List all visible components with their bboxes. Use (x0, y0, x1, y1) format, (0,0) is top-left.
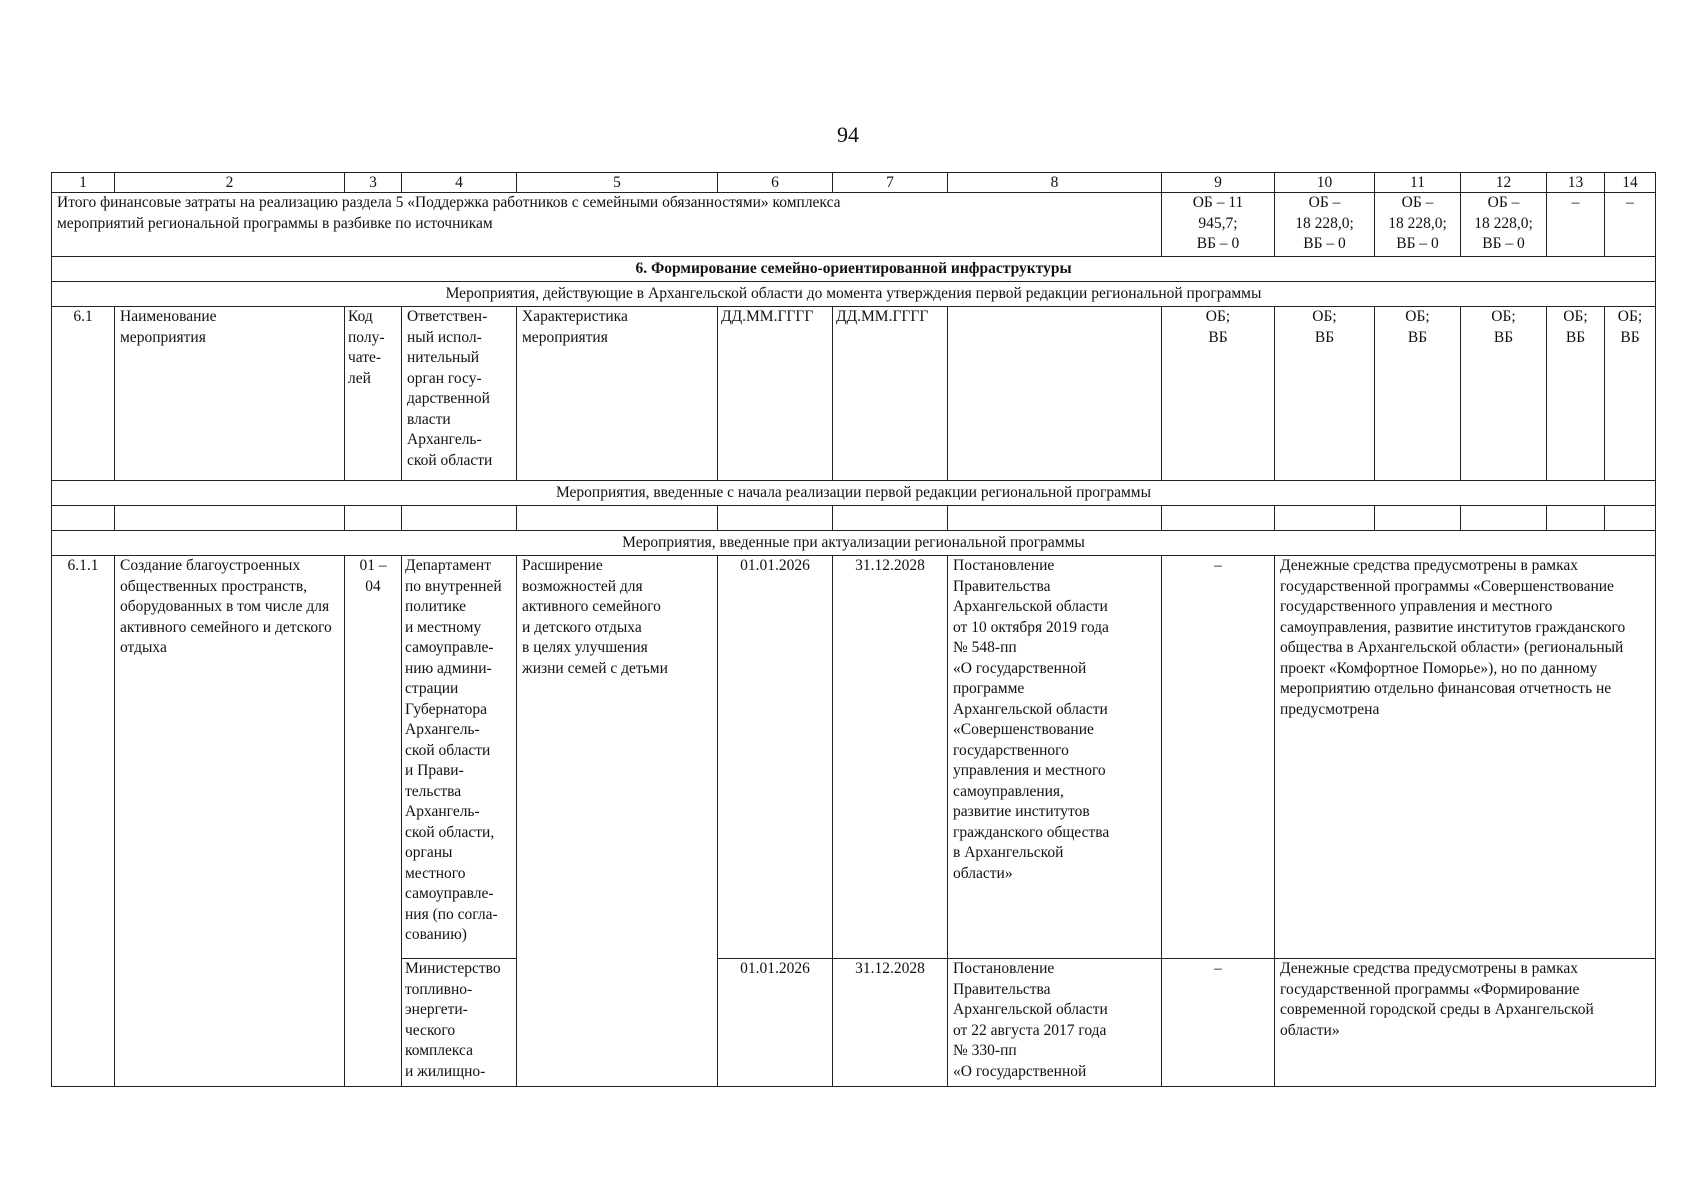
section-title-row (52, 257, 1656, 282)
template-c9: ОБ; ВБ (1162, 307, 1275, 481)
column-number-row (52, 173, 1656, 193)
total-c11: ОБ – 18 228,0; ВБ – 0 (1375, 193, 1461, 257)
template-name: Наименование мероприятия (115, 307, 345, 481)
total-c14: – (1605, 193, 1656, 257)
col-number-9: 9 (1162, 173, 1275, 193)
col-number-13: 13 (1547, 173, 1605, 193)
empty-cell (948, 506, 1162, 531)
template-c10: ОБ; ВБ (1275, 307, 1375, 481)
empty-cell (1375, 506, 1461, 531)
total-c13: – (1547, 193, 1605, 257)
total-c10: ОБ – 18 228,0; ВБ – 0 (1275, 193, 1375, 257)
page-number: 94 (837, 122, 859, 147)
total-c12: ОБ – 18 228,0; ВБ – 0 (1461, 193, 1547, 257)
template-end-date: ДД.ММ.ГГГГ (833, 307, 948, 481)
subsection-existing: Мероприятия, действующие в Архангельской области до момента утверждения первой редакции региональной программы (52, 282, 1656, 307)
subsection-updated-row (52, 531, 1656, 556)
col-number-14: 14 (1605, 173, 1656, 193)
measure-start-date-2: 01.01.2026 (718, 959, 833, 1087)
empty-cell (718, 506, 833, 531)
empty-cell (833, 506, 948, 531)
template-start-date: ДД.ММ.ГГГГ (718, 307, 833, 481)
measure-funding-2: – (1162, 959, 1275, 1087)
subsection-updated: Мероприятия, введенные при актуализации региональной программы (52, 531, 1656, 556)
empty-cell (1547, 506, 1605, 531)
template-c11: ОБ; ВБ (1375, 307, 1461, 481)
template-c13: ОБ; ВБ (1547, 307, 1605, 481)
empty-cell (1605, 506, 1656, 531)
measure-code: 01 – 04 (345, 556, 402, 1087)
subsection-introduced-row (52, 481, 1656, 506)
total-c9: ОБ – 11 945,7; ВБ – 0 (1162, 193, 1275, 257)
col-number-5: 5 (517, 173, 718, 193)
measure-note-1: Денежные средства предусмотрены в рамках государственной программы «Совершенствование государственного управления и местного самоуправления, развитие институтов гражданского общества в Архангельской области» (региональный проект «Комфортное Поморье»), но по данному мероприятию отдельно финансовая отчетность не предусмотрена (1275, 556, 1656, 959)
empty-cell (517, 506, 718, 531)
empty-row (52, 506, 1656, 531)
subsection-existing-row (52, 282, 1656, 307)
col-number-11: 11 (1375, 173, 1461, 193)
total-row (52, 193, 1656, 257)
measure-end-date-1: 31.12.2028 (833, 556, 948, 959)
subsection-introduced: Мероприятия, введенные с начала реализации первой редакции региональной программы (52, 481, 1656, 506)
col-number-12: 12 (1461, 173, 1547, 193)
template-code: Код полу- чате- лей (345, 307, 402, 481)
measure-name: Создание благоустроенных общественных пространств, оборудованных в том числе для активного семейного и детского отдыха (115, 556, 345, 1087)
template-num: 6.1 (52, 307, 115, 481)
col-number-1: 1 (52, 173, 115, 193)
measure-row-1 (52, 556, 1656, 959)
col-number-10: 10 (1275, 173, 1375, 193)
program-table (51, 172, 1656, 1087)
measure-basis-2: Постановление Правительства Архангельской области от 22 августа 2017 года № 330-пп «О государственной (948, 959, 1162, 1087)
col-number-2: 2 (115, 173, 345, 193)
empty-cell (52, 506, 115, 531)
measure-start-date-1: 01.01.2026 (718, 556, 833, 959)
section-title: 6. Формирование семейно-ориентированной инфраструктуры (52, 257, 1656, 282)
empty-cell (345, 506, 402, 531)
measure-note-2: Денежные средства предусмотрены в рамках государственной программы «Формирование современной городской среды в Архангельской области» (1275, 959, 1656, 1087)
col-number-3: 3 (345, 173, 402, 193)
measure-num: 6.1.1 (52, 556, 115, 1087)
template-c12: ОБ; ВБ (1461, 307, 1547, 481)
template-characteristic: Характеристика мероприятия (517, 307, 718, 481)
measure-basis-1: Постановление Правительства Архангельской области от 10 октября 2019 года № 548-пп «О государственной программе Архангельской области «Совершенствование государственного управления и местного самоуправления, развитие институтов гражданского общества в Архангельской области» (948, 556, 1162, 959)
measure-executor-2: Министерство топливно- энергети- ческого комплекса и жилищно- (402, 959, 517, 1087)
empty-cell (1162, 506, 1275, 531)
measure-end-date-2: 31.12.2028 (833, 959, 948, 1087)
measure-executor-1: Департамент по внутренней политике и местному самоуправле- нию админи- страции Губернатора Архангель- ской области и Прави- тельства Архангель- ской области, органы местного самоуправле- ния (по согла- сованию) (402, 556, 517, 959)
measure-funding-1: – (1162, 556, 1275, 959)
total-row-label: Итого финансовые затраты на реализацию раздела 5 «Поддержка работников с семейными обязанностями» комплекса мероприятий региональной программы в разбивке по источникам (52, 193, 1162, 257)
empty-cell (402, 506, 517, 531)
template-c14: ОБ; ВБ (1605, 307, 1656, 481)
col-number-8: 8 (948, 173, 1162, 193)
col-number-6: 6 (718, 173, 833, 193)
measure-characteristic: Расширение возможностей для активного семейного и детского отдыха в целях улучшения жизни семей с детьми (517, 556, 718, 1087)
empty-cell (1275, 506, 1375, 531)
template-executor: Ответствен- ный испол- нительный орган госу- дарственной власти Архангель- ской области (402, 307, 517, 481)
empty-cell (1461, 506, 1547, 531)
empty-cell (115, 506, 345, 531)
template-basis (948, 307, 1162, 481)
col-number-4: 4 (402, 173, 517, 193)
col-number-7: 7 (833, 173, 948, 193)
template-row (52, 307, 1656, 481)
